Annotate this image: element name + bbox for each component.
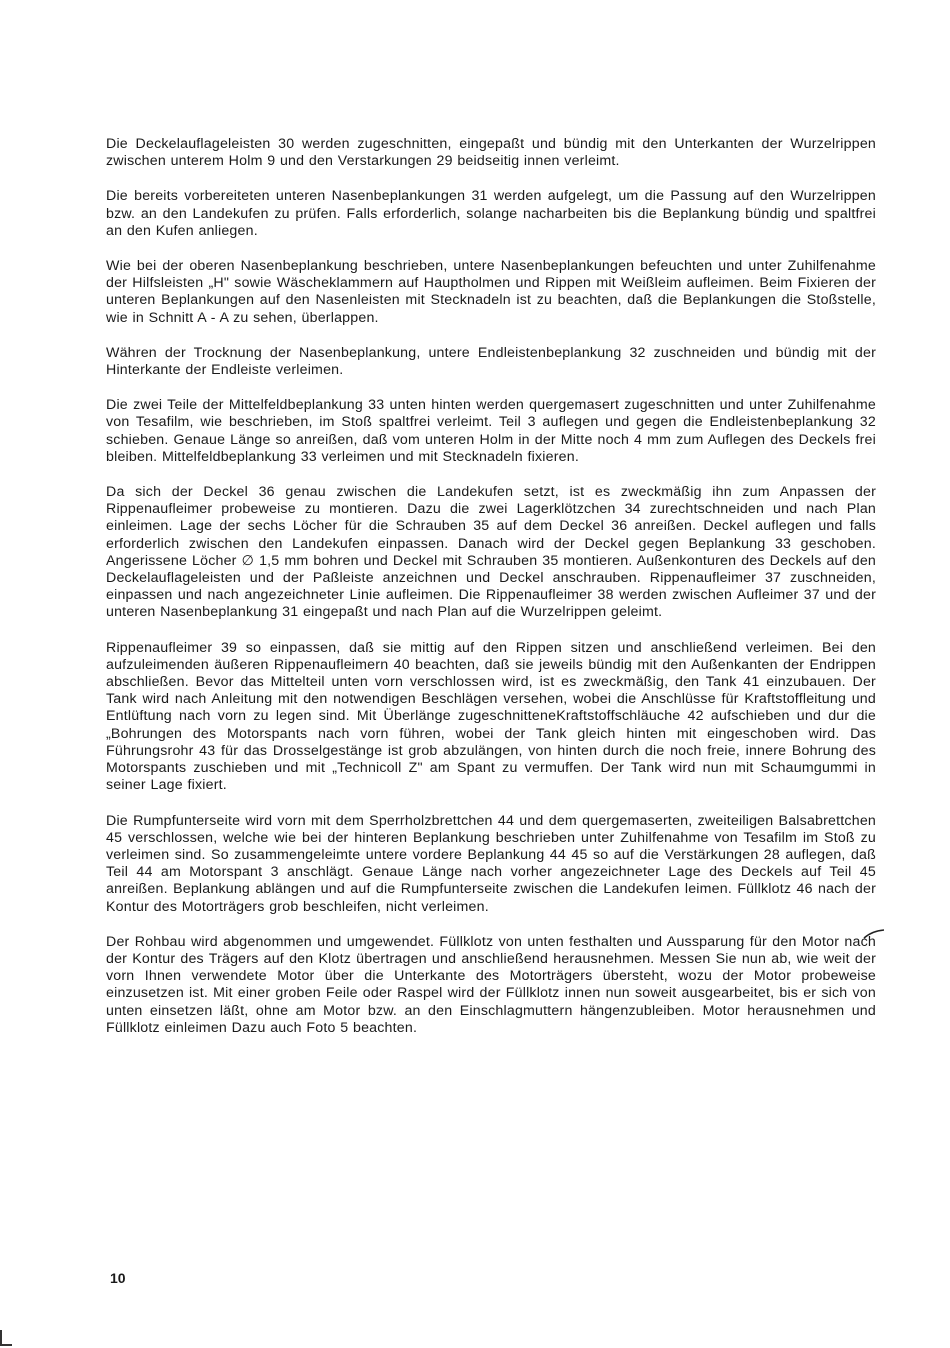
paragraph-nasenbeplankung-passung: Die bereits vorbereiteten unteren Nasenbeplankungen 31 werden aufgelegt, um die Passung auf den Wurzelrippen bzw. an den Landekufen zu prüfen. Falls erforderlich, solange nacharbeiten bis die Beplankung bündig und spaltfrei an den Kufen anliegen. <box>106 188 876 239</box>
paragraph-deckelauflageleisten: Die Deckelauflageleisten 30 werden zugeschnitten, eingepaßt und bündig mit den Unterkanten der Wurzelrippen zwischen unterem Holm 9 und den Verstarkungen 29 beidseitig innen verleimt. <box>106 136 876 170</box>
paragraph-rippenaufleimer-tank: Rippenaufleimer 39 so einpassen, daß sie mittig auf den Rippen sitzen und anschließend verleimen. Bei den aufzuleimenden äußeren Rippenaufleimern 40 beachten, daß sie jeweils bündig mit den Außenkanten der Endrippen abschließen. Bevor das Mittelteil unten vorn verschlossen wird, ist es zweckmäßig, den Tank 41 einzubauen. Der Tank wird nach Anleitung mit den notwendigen Beschlägen versehen, wobei die Anschlüsse für Kraftstoffleitung und Entlüftung nach vorn zu legen sind. Mit Überlänge zugeschnitteneKraftstoffschläuche 42 aufschieben und dur die „Bohrungen des Motorspants nach vorn führen, wobei der Tank gleich hinten mit eingeschoben wird. Das Führungsrohr 43 für das Drosselgestänge ist grob abzulängen, von hinten durch die noch freie, innere Bohrung des Motorspants zuschieben und mit „Technicoll Z" am Spant zu vermuffen. Der Tank wird nun mit Schaumgummi in seiner Lage fixiert. <box>106 639 876 794</box>
paragraph-endleistenbeplankung: Währen der Trocknung der Nasenbeplankung, untere Endleistenbeplankung 32 zuschneiden und bündig mit der Hinterkante der Endleiste verleimen. <box>106 344 876 379</box>
paragraph-mittelfeldbeplankung: Die zwei Teile der Mittelfeldbeplankung 33 unten hinten werden quergemasert zugeschnitten und unter Zuhilfenahme von Tesafilm, wie beschrieben, im Stoß spaltfrei verleimt. Teil 3 auflegen und gegen die Endleistenbeplankung 32 schieben. Genaue Länge so anreißen, daß vom unteren Holm in der Mitte noch 4 mm zum Auflegen des Deckels frei bleiben. Mittelfeldbeplankung 33 verleimen und mit Stecknadeln fixieren. <box>106 397 876 465</box>
pen-stroke-mark <box>862 928 886 940</box>
page-number: 10 <box>110 1270 126 1286</box>
paragraph-rumpfunterseite: Die Rumpfunterseite wird vorn mit dem Sperrholzbrettchen 44 und dem quergemaserten, zweiteiligen Balsabrettchen 45 verschlossen, welche wie bei der hinteren Beplankung beschrieben unter Zuhilfenahme von Tesafilm im Stoß zu verleimen sind. So zusammengeleimte untere vordere Beplankung 44 45 so auf die Verstärkungen 28 auflegen, daß Teil 44 am Motorspant 3 anschlägt. Genaue Länge nach vorher angezeichneter Lage des Deckels auf Teil 45 anreißen. Beplankung ablängen und auf die Rumpfunterseite zwischen die Landekufen leimen. Füllklotz 46 nach der Kontur des Motorträgers grob beschleifen, nicht verleimen. <box>106 812 876 915</box>
paragraph-rohbau: Der Rohbau wird abgenommen und umgewendet. Füllklotz von unten festhalten und Aussparung für den Motor nach der Kontur des Trägers auf den Klotz übertragen und anschließend herausnehmen. Messen Sie nun ab, wie weit der vorn Ihnen verwendete Motor über die Unterkante des Motorträgers übersteht, wozu der Motor probeweise einzusetzen ist. Mit einer groben Feile oder Raspel wird der Füllklotz innen nun soweit ausgearbeitet, bis er sich von unten einsetzen läßt, ohne am Motor bzw. an den Einschlagmuttern hängenzubleiben. Motor herausnehmen und Füllklotz einleimen Dazu auch Foto 5 beachten. <box>106 933 876 1036</box>
paragraph-deckel: Da sich der Deckel 36 genau zwischen die Landekufen setzt, ist es zweckmäßig ihn zum Anpassen der Rippenaufleimer probeweise zu montieren. Dazu die zwei Lagerklötzchen 34 zurechtschneiden und nach Plan einleimen. Lage der sechs Löcher für die Schrauben 35 auf dem Deckel 36 anreißen. Deckel auflegen und falls erforderlich zwischen den Landekufen einpassen. Danach wird der Deckel gegen Beplankung 33 geschoben. Angerissene Löcher ∅ 1,5 mm bohren und Deckel mit Schrauben 35 montieren. Außenkonturen des Deckels auf den Deckelauflageleisten und der Paßleiste anzeichnen und Deckel anschrauben. Rippenaufleimer 37 zuschneiden, einpassen und nach angezeichneter Linie aufleimen. Die Rippenaufleimer 38 werden zwischen Aufleimer 37 und der unteren Nasenbeplankung 31 eingepaßt und nach Plan auf die Wurzelrippen geleimt. <box>106 484 876 621</box>
scan-corner-mark <box>0 1330 12 1346</box>
body-text <box>106 136 876 1055</box>
paragraph-nasenbeplankung-aufleimen: Wie bei der oberen Nasenbeplankung beschrieben, untere Nasenbeplankungen befeuchten und unter Zuhilfenahme der Hilfsleisten „H" sowie Wäscheklammern auf Hauptholmen und Rippen mit Weißleim aufleimen. Beim Fixieren der unteren Beplankungen auf den Nasenleisten mit Stecknadeln ist zu beachten, daß die Beplankungen die Stoßstelle, wie in Schnitt A - A zu sehen, überlappen. <box>106 258 876 326</box>
